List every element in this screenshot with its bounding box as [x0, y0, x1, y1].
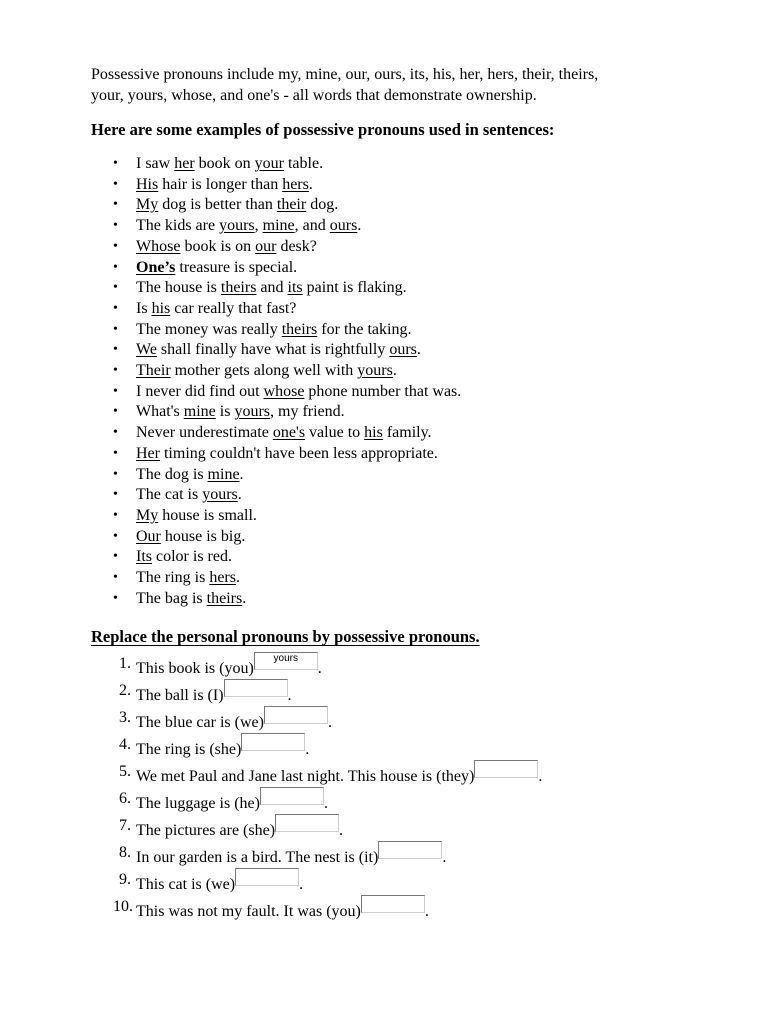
pronoun-underlined: hers: [209, 569, 236, 587]
exercise-number: 7.: [119, 817, 131, 835]
example-sentence: [91, 237, 731, 258]
pronoun-underlined: theirs: [206, 589, 243, 607]
exercise-item: [91, 652, 731, 679]
pronoun-underlined: His: [136, 175, 159, 193]
pronoun-underlined: yours: [219, 217, 255, 235]
terminal-period: .: [424, 903, 429, 921]
example-sentence: [91, 361, 731, 382]
exercise-number: 2.: [119, 682, 131, 700]
answer-input[interactable]: [378, 841, 442, 859]
sentence-text: The bag is: [136, 589, 207, 607]
sentence-text: is: [215, 403, 235, 421]
example-sentence: [91, 485, 731, 506]
sentence-text: and: [256, 279, 288, 297]
sentence-text: book on: [194, 155, 255, 172]
exercise-item: [91, 679, 731, 706]
sentence-text: car really that fast?: [170, 299, 297, 317]
sentence-text: , my friend.: [270, 403, 345, 421]
sentence-text: dog.: [306, 196, 339, 214]
exercise-item: [91, 814, 731, 841]
examples-list: [91, 154, 731, 609]
intro-line-1: Possessive pronouns include my, mine, our, ours, its, his, her, hers, their, theirs,: [91, 66, 599, 83]
pronoun-underlined: theirs: [220, 279, 257, 297]
sentence-text: ,: [254, 217, 263, 235]
exercise-text: This book is (you): [136, 660, 254, 678]
answer-input[interactable]: [361, 895, 425, 913]
exercise-item: [91, 733, 731, 760]
pronoun-underlined: his: [364, 424, 383, 442]
exercise-item: [91, 706, 731, 733]
terminal-period: .: [287, 687, 292, 705]
sentence-text: The kids are: [136, 217, 220, 235]
sentence-text: shall finally have what is rightfully: [156, 341, 390, 359]
sentence-text: house is big.: [160, 527, 246, 545]
sentence-text: Is: [136, 299, 152, 317]
pronoun-underlined: yours: [202, 486, 238, 504]
answer-input[interactable]: [241, 733, 305, 751]
example-sentence: [91, 278, 731, 299]
sentence-text: .: [237, 486, 242, 504]
pronoun-underlined: its: [287, 279, 303, 297]
example-sentence: [91, 216, 731, 237]
pronoun-underlined: mine: [262, 217, 295, 235]
sentence-text: The cat is: [136, 486, 203, 504]
answer-input[interactable]: [474, 760, 538, 778]
exercise-item: [91, 868, 731, 895]
exercise-list: [91, 652, 731, 922]
answer-input[interactable]: [264, 706, 328, 724]
terminal-period: .: [327, 714, 332, 732]
sentence-text: phone number that was.: [304, 382, 462, 400]
worksheet-page: [91, 64, 731, 922]
example-sentence: [91, 320, 731, 341]
sentence-text: house is small.: [158, 506, 257, 524]
pronoun-underlined: Her: [136, 444, 160, 462]
example-sentence: [91, 402, 731, 423]
exercise-item: [91, 760, 731, 787]
exercise-heading: Replace the personal pronouns by possessive pronouns.: [91, 627, 480, 647]
pronoun-underlined: ours: [389, 341, 417, 359]
terminal-period: .: [442, 849, 447, 867]
exercise-text: We met Paul and Jane last night. This house is (they): [136, 768, 475, 786]
pronoun-underlined: their: [276, 196, 307, 214]
pronoun-underlined: whose: [263, 382, 305, 400]
sentence-text: , and: [294, 217, 330, 235]
sentence-text: timing couldn't have been less appropriate.: [159, 444, 438, 462]
exercise-number: 9.: [119, 871, 131, 889]
sentence-text: .: [242, 589, 247, 607]
intro-paragraph: [91, 64, 731, 106]
sentence-text: .: [392, 362, 397, 380]
terminal-period: .: [305, 741, 310, 759]
example-sentence: [91, 154, 731, 175]
exercise-text: The ball is (I): [136, 687, 224, 705]
example-sentence: [91, 340, 731, 361]
pronoun-underlined: My: [136, 506, 159, 524]
intro-line-2: your, yours, whose, and one's - all words that demonstrate ownership.: [91, 87, 537, 104]
sentence-text: color is red.: [152, 548, 232, 566]
exercise-text: The blue car is (we): [136, 714, 264, 732]
example-sentence: [91, 382, 731, 403]
pronoun-underlined: Whose: [136, 237, 181, 255]
sentence-text: .: [357, 217, 362, 235]
terminal-period: .: [538, 768, 543, 786]
sentence-text: I saw: [136, 155, 175, 172]
exercise-text: In our garden is a bird. The nest is (it): [136, 849, 379, 867]
sentence-text: .: [239, 465, 244, 483]
sentence-text: .: [235, 569, 240, 587]
exercise-number: 3.: [119, 709, 131, 727]
examples-heading: Here are some examples of possessive pronouns used in sentences:: [91, 120, 555, 139]
sentence-text: for the taking.: [317, 320, 412, 338]
example-sentence: [91, 299, 731, 320]
pronoun-underlined: We: [136, 341, 157, 359]
sentence-text: dog is better than: [158, 196, 277, 214]
sentence-text: desk?: [276, 237, 317, 255]
exercise-item: [91, 841, 731, 868]
exercise-number: 4.: [119, 736, 131, 754]
answer-input[interactable]: [224, 679, 288, 697]
sentence-text: What's: [136, 403, 184, 421]
terminal-period: .: [339, 822, 344, 840]
pronoun-underlined: your: [254, 155, 284, 172]
sentence-text: Never underestimate: [136, 424, 273, 442]
answer-input[interactable]: [275, 814, 339, 832]
pronoun-underlined: ours: [329, 217, 358, 235]
sentence-text: table.: [283, 155, 324, 172]
pronoun-underlined: Our: [136, 527, 161, 545]
exercise-item: [91, 787, 731, 814]
sentence-text: hair is longer than: [158, 175, 283, 193]
sentence-text: .: [416, 341, 421, 359]
pronoun-underlined: mine: [183, 403, 216, 421]
terminal-period: .: [317, 660, 322, 678]
pronoun-underlined: yours: [234, 403, 270, 421]
example-sentence: [91, 195, 731, 216]
pronoun-underlined: Its: [136, 548, 152, 566]
sentence-text: I never did find out: [136, 382, 264, 400]
exercise-text: This was not my fault. It was (you): [136, 903, 361, 921]
pronoun-underlined: one's: [272, 424, 306, 442]
example-sentence: [91, 444, 731, 465]
sentence-text: The money was really: [136, 320, 282, 338]
answer-input[interactable]: [260, 787, 324, 805]
pronoun-underlined: theirs: [281, 320, 318, 338]
sentence-text: value to: [305, 424, 365, 442]
exercise-number: 5.: [119, 763, 131, 781]
exercise-number: 1.: [119, 655, 131, 673]
example-sentence: [91, 258, 731, 279]
pronoun-underlined: hers: [282, 175, 309, 193]
sentence-text: The house is: [136, 279, 221, 297]
pronoun-underlined: One’s: [136, 258, 176, 276]
sentence-text: The ring is: [136, 569, 210, 587]
example-sentence: [91, 506, 731, 527]
pronoun-underlined: her: [174, 155, 195, 172]
example-sentence: [91, 568, 731, 589]
sentence-text: paint is flaking.: [302, 279, 407, 297]
pronoun-underlined: My: [136, 196, 159, 214]
pronoun-underlined: mine: [207, 465, 240, 483]
pronoun-underlined: Their: [136, 362, 171, 380]
sentence-text: family.: [382, 424, 432, 442]
exercise-item: [91, 895, 731, 922]
sentence-text: book is on: [180, 237, 256, 255]
sentence-text: mother gets along well with: [170, 362, 358, 380]
example-sentence: [91, 527, 731, 548]
pronoun-underlined: our: [255, 237, 277, 255]
example-sentence: [91, 465, 731, 486]
example-sentence: [91, 589, 731, 610]
sentence-text: The dog is: [136, 465, 208, 483]
example-sentence: [91, 423, 731, 444]
answer-input[interactable]: yours: [254, 652, 318, 670]
exercise-text: This cat is (we): [136, 876, 236, 894]
pronoun-underlined: yours: [357, 362, 393, 380]
exercise-number: 10.: [113, 898, 133, 916]
example-sentence: [91, 547, 731, 568]
answer-input[interactable]: [235, 868, 299, 886]
terminal-period: .: [323, 795, 328, 813]
exercise-number: 8.: [119, 844, 131, 862]
sentence-text: .: [308, 175, 313, 193]
pronoun-underlined: his: [151, 299, 171, 317]
example-sentence: [91, 175, 731, 196]
exercise-number: 6.: [119, 790, 131, 808]
sentence-text: treasure is special.: [175, 258, 298, 276]
exercise-text: The luggage is (he): [136, 795, 260, 813]
exercise-text: The ring is (she): [136, 741, 242, 759]
exercise-text: The pictures are (she): [136, 822, 276, 840]
terminal-period: .: [299, 876, 304, 894]
